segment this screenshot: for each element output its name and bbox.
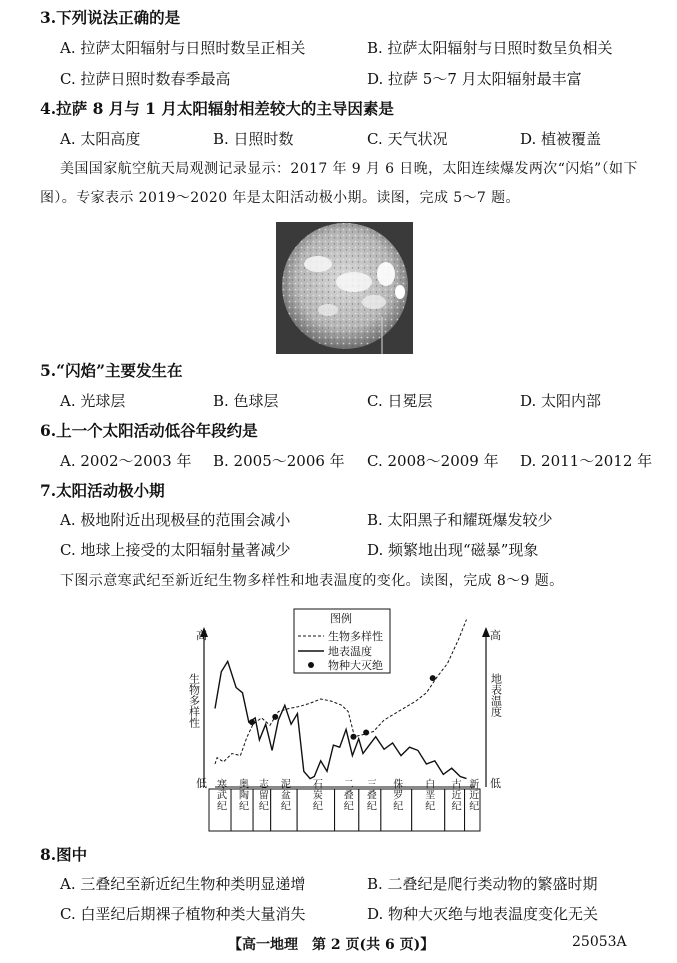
q5-option-d: D. 太阳内部: [520, 392, 602, 410]
q4-option-b: B. 日照时数: [213, 130, 294, 148]
q3-option-b: B. 拉萨太阳辐射与日照时数呈负相关: [367, 39, 613, 57]
q3-option-d: D. 拉萨 5～7 月太阳辐射最丰富: [367, 70, 582, 88]
q7-option-d: D. 频繁地出现“磁暴”现象: [367, 541, 539, 559]
q6-stem: 6.上一个太阳活动低谷年段约是: [40, 421, 258, 440]
q5-option-b: B. 色球层: [213, 392, 279, 410]
left-axis-high: 高: [196, 629, 207, 642]
q6-option-b: B. 2005～2006 年: [213, 452, 345, 470]
left-axis-label: 生物多样性: [187, 673, 201, 728]
q4-stem: 4.拉萨 8 月与 1 月太阳辐射相差较大的主导因素是: [40, 99, 394, 118]
extinction-point-4: [430, 675, 436, 681]
right-axis-low: 低: [490, 777, 501, 790]
q4-option-a: A. 太阳高度: [60, 130, 141, 148]
q6-option-c: C. 2008～2009 年: [367, 452, 499, 470]
period-label-5: 二叠纪: [341, 778, 353, 812]
period-label-2: 志留纪: [256, 778, 268, 812]
extinction-point-3: [363, 730, 369, 736]
q7-option-c: C. 地球上接受的太阳辐射量著减少: [60, 541, 291, 559]
biodiversity-temperature-chart: [187, 603, 503, 835]
legend-label-1: 地表温度: [328, 645, 372, 658]
period-label-8: 白垩纪: [422, 778, 434, 812]
period-label-3: 泥盆纪: [278, 778, 290, 812]
period-label-0: 寒武纪: [214, 778, 226, 812]
q8-option-a: A. 三叠纪至新近纪生物种类明显递增: [60, 875, 306, 893]
page-footer: 【高一地理 第 2 页(共 6 页)】: [228, 937, 435, 953]
q5-option-c: C. 日冕层: [367, 392, 433, 410]
legend-title: 图例: [330, 612, 352, 625]
intro-8-9: 下图示意寒武纪至新近纪生物多样性和地表温度的变化。读图，完成 8～9 题。: [60, 573, 564, 589]
q4-option-d: D. 植被覆盖: [520, 130, 602, 148]
period-label-10: 新近纪: [466, 778, 478, 812]
solar-flare-image: [276, 222, 413, 354]
period-label-6: 三叠纪: [364, 778, 376, 812]
q8-stem: 8.图中: [40, 845, 88, 864]
right-axis-arrow: [482, 627, 490, 637]
extinction-point-1: [272, 714, 278, 720]
period-label-9: 古近纪: [449, 778, 461, 812]
q8-option-d: D. 物种大灭绝与地表温度变化无关: [367, 905, 599, 923]
extinction-point-0: [249, 719, 255, 725]
q6-option-d: D. 2011～2012 年: [520, 452, 653, 470]
right-axis-high: 高: [490, 629, 501, 642]
q3-option-a: A. 拉萨太阳辐射与日照时数呈正相关: [60, 39, 306, 57]
legend-dot: [308, 662, 314, 668]
left-axis-low: 低: [196, 777, 207, 790]
legend-label-0: 生物多样性: [328, 630, 383, 643]
period-label-7: 侏罗纪: [390, 778, 402, 812]
q3-stem: 3.下列说法正确的是: [40, 8, 181, 27]
q6-option-a: A. 2002～2003 年: [60, 452, 192, 470]
paper-code: 25053A: [572, 934, 627, 950]
right-axis-label: 地表温度: [489, 673, 503, 717]
extinction-point-2: [350, 734, 356, 740]
q7-option-a: A. 极地附近出现极昼的范围会减小: [60, 511, 291, 529]
q8-option-b: B. 二叠纪是爬行类动物的繁盛时期: [367, 875, 598, 893]
legend-label-2: 物种大灭绝: [328, 659, 383, 672]
period-label-1: 奥陶纪: [236, 778, 248, 812]
intro-5-7-line2: 图）。专家表示 2019～2020 年是太阳活动极小期。读图，完成 5～7 题。: [40, 190, 520, 206]
q3-option-c: C. 拉萨日照时数春季最高: [60, 70, 231, 88]
q4-option-c: C. 天气状况: [367, 130, 448, 148]
period-label-4: 石炭纪: [310, 778, 322, 812]
q8-option-c: C. 白垩纪后期裸子植物种类大量消失: [60, 905, 306, 923]
q5-option-a: A. 光球层: [60, 392, 126, 410]
q7-option-b: B. 太阳黑子和耀斑爆发较少: [367, 511, 553, 529]
intro-5-7-line1: 美国国家航空航天局观测记录显示：2017 年 9 月 6 日晚，太阳连续爆发两次“闪焰”（如下: [60, 161, 638, 177]
q7-stem: 7.太阳活动极小期: [40, 481, 165, 500]
q5-stem: 5.“闪焰”主要发生在: [40, 361, 183, 380]
